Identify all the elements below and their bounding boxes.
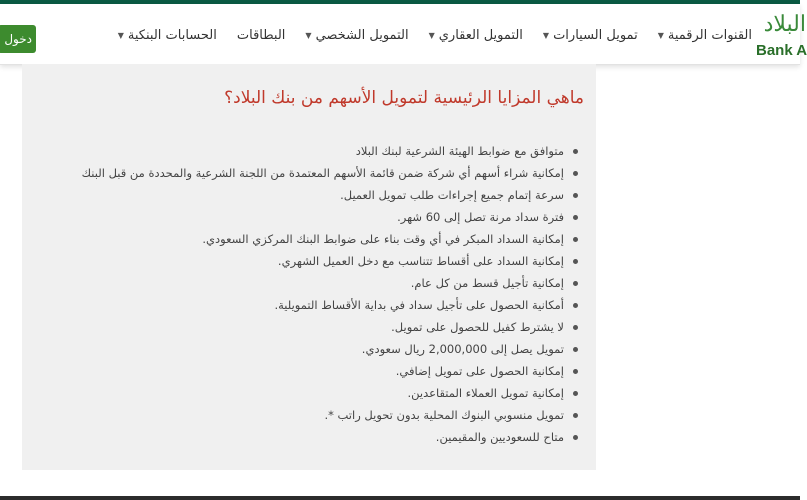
feature-text: تمويل منسوبي البنوك المحلية بدون تحويل راتب *. [324, 408, 564, 422]
list-item [60, 404, 580, 426]
bullet-dot-icon [573, 325, 578, 330]
nav-item-label: تمويل السيارات [553, 28, 638, 43]
bullet-dot-icon [573, 413, 578, 418]
bullet-dot-icon [573, 259, 578, 264]
feature-text: تمويل يصل إلى 2,000,000 ريال سعودي. [361, 342, 564, 356]
feature-text: إمكانية شراء أسهم أي شركة ضمن قائمة الأسهم المعتمدة من اللجنة الشرعية والمحددة من قبل البنك [81, 166, 564, 180]
feature-text: متوافق مع ضوابط الهيئة الشرعية لبنك البلاد [355, 144, 564, 158]
list-item [60, 140, 580, 162]
list-item [60, 184, 580, 206]
bullet-dot-icon [573, 171, 578, 176]
nav-item[interactable] [658, 28, 752, 43]
caret-down-icon: ▼ [542, 31, 550, 40]
site-header [0, 4, 807, 65]
feature-text: إمكانية الحصول على تمويل إضافي. [395, 364, 564, 378]
bullet-dot-icon [573, 369, 578, 374]
bullet-dot-icon [573, 237, 578, 242]
bank-logo[interactable] [756, 12, 807, 64]
bullet-dot-icon [573, 281, 578, 286]
features-list [60, 140, 580, 448]
nav-item[interactable] [543, 28, 638, 43]
main-nav [98, 28, 752, 43]
logo-latin-text: Bank A [756, 42, 807, 59]
caret-down-icon: ▼ [657, 31, 664, 40]
list-item [60, 426, 580, 448]
section-title: ماهي المزايا الرئيسية لتمويل الأسهم من بنك البلاد؟ [224, 88, 584, 108]
feature-text: أمكانية الحصول على تأجيل سداد في بداية الأقساط التمويلية. [274, 298, 564, 312]
list-item [60, 338, 580, 360]
footer-edge [0, 496, 800, 500]
logo-arabic-text: البلاد [763, 12, 806, 37]
bullet-dot-icon [573, 215, 578, 220]
caret-down-icon: ▼ [428, 31, 435, 40]
login-button[interactable]: دخول [0, 25, 36, 53]
nav-item[interactable] [118, 28, 217, 43]
features-panel [22, 64, 596, 470]
list-item [60, 228, 580, 250]
list-item [60, 272, 580, 294]
bullet-dot-icon [573, 303, 578, 308]
nav-item[interactable] [429, 28, 523, 43]
list-item [60, 206, 580, 228]
nav-item-label: التمويل العقاري [438, 28, 523, 43]
bullet-dot-icon [573, 347, 578, 352]
list-item [60, 250, 580, 272]
nav-item-label: القنوات الرقمية [667, 28, 752, 43]
feature-text: متاح للسعوديين والمقيمين. [435, 430, 564, 444]
nav-item[interactable] [237, 28, 286, 43]
bullet-dot-icon [573, 435, 578, 440]
list-item [60, 294, 580, 316]
feature-text: فترة سداد مرنة تصل إلى 60 شهر. [397, 210, 564, 224]
nav-item-label: البطاقات [236, 28, 286, 43]
bullet-dot-icon [573, 391, 578, 396]
list-item [60, 316, 580, 338]
bullet-dot-icon [573, 193, 578, 198]
feature-text: إمكانية تمويل العملاء المتقاعدين. [407, 386, 564, 400]
feature-text: سرعة إتمام جميع إجراءات طلب تمويل العميل. [340, 188, 564, 202]
feature-text: إمكانية السداد المبكر في أي وقت بناء على ضوابط البنك المركزي السعودي. [202, 232, 564, 246]
list-item [60, 360, 580, 382]
list-item [60, 162, 580, 184]
caret-down-icon: ▼ [305, 31, 312, 40]
feature-text: لا يشترط كفيل للحصول على تمويل. [391, 320, 564, 334]
nav-item-label: الحسابات البنكية [127, 28, 217, 43]
list-item [60, 382, 580, 404]
nav-item[interactable] [305, 28, 408, 43]
bullet-dot-icon [573, 149, 578, 154]
feature-text: إمكانية السداد على أقساط تتناسب مع دخل العميل الشهري. [277, 254, 564, 268]
caret-down-icon: ▼ [117, 31, 124, 40]
feature-text: إمكانية تأجيل قسط من كل عام. [410, 276, 564, 290]
nav-item-label: التمويل الشخصي [315, 28, 409, 43]
